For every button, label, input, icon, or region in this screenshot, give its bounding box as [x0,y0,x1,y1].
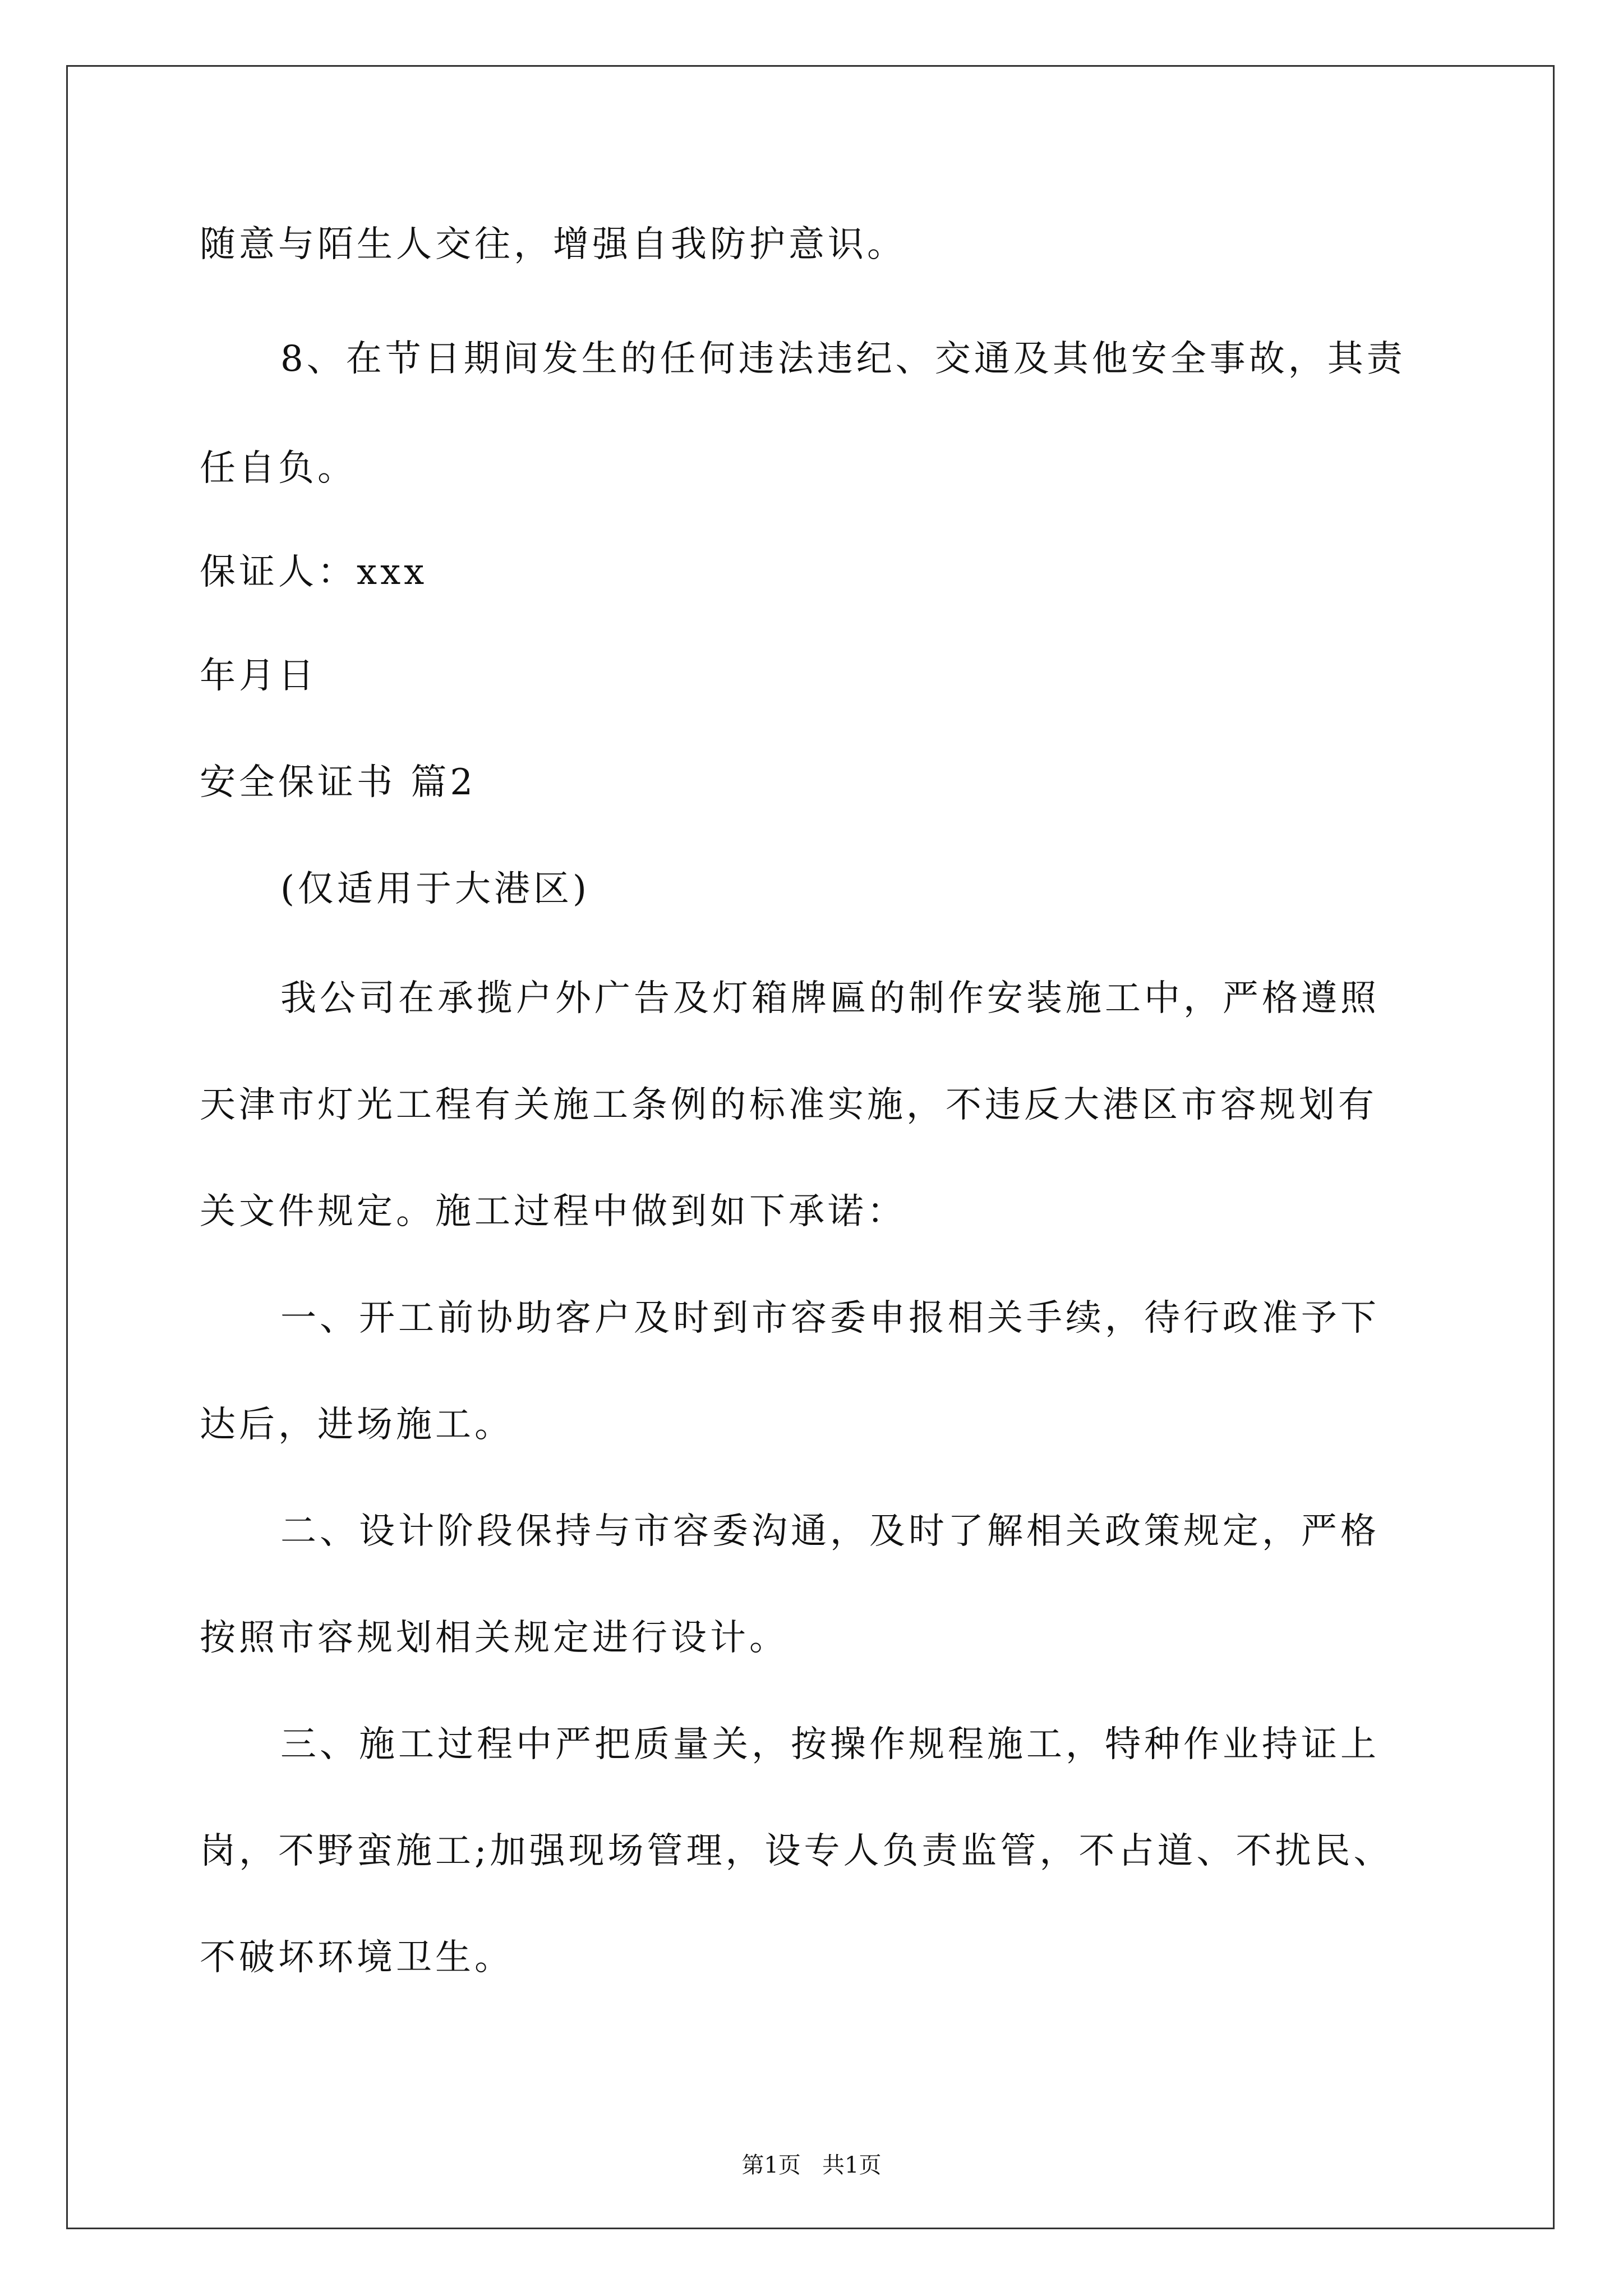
text-line: 我公司在承揽户外广告及灯箱牌匾的制作安装施工中，严格遵照 [280,978,1380,1019]
text-line: 8、在节日期间发生的任何违法违纪、交通及其他安全事故，其责 [280,338,1406,380]
text-line: 达后，进场施工。 [200,1404,514,1446]
text-line: 三、施工过程中严把质量关，按操作规程施工，特种作业持证上 [280,1724,1380,1765]
signatory-line: 保证人：xxx [200,551,428,593]
text-line: 一、开工前协助客户及时到市容委申报相关手续，待行政准予下 [280,1297,1380,1339]
date-line: 年月日 [200,655,317,697]
text-line: 任自负。 [200,448,357,489]
text-line: 随意与陌生人交往，增强自我防护意识。 [200,224,906,265]
text-line: 按照市容规划相关规定进行设计。 [200,1617,789,1659]
text-line: 天津市灯光工程有关施工条例的标准实施，不违反大港区市容规划有 [200,1084,1377,1126]
text-line: (仅适用于大港区) [280,868,590,910]
text-line: 关文件规定。施工过程中做到如下承诺： [200,1191,906,1232]
section-heading: 安全保证书 篇2 [200,762,477,803]
text-line: 岗，不野蛮施工;加强现场管理，设专人负责监管，不占道、不扰民、 [200,1830,1393,1872]
text-line: 不破坏环境卫生。 [200,1937,514,1978]
text-line: 二、设计阶段保持与市容委沟通，及时了解相关政策规定，严格 [280,1511,1380,1552]
page-border [66,65,1555,2229]
page-footer: 第1页 共1页 [741,2152,882,2178]
